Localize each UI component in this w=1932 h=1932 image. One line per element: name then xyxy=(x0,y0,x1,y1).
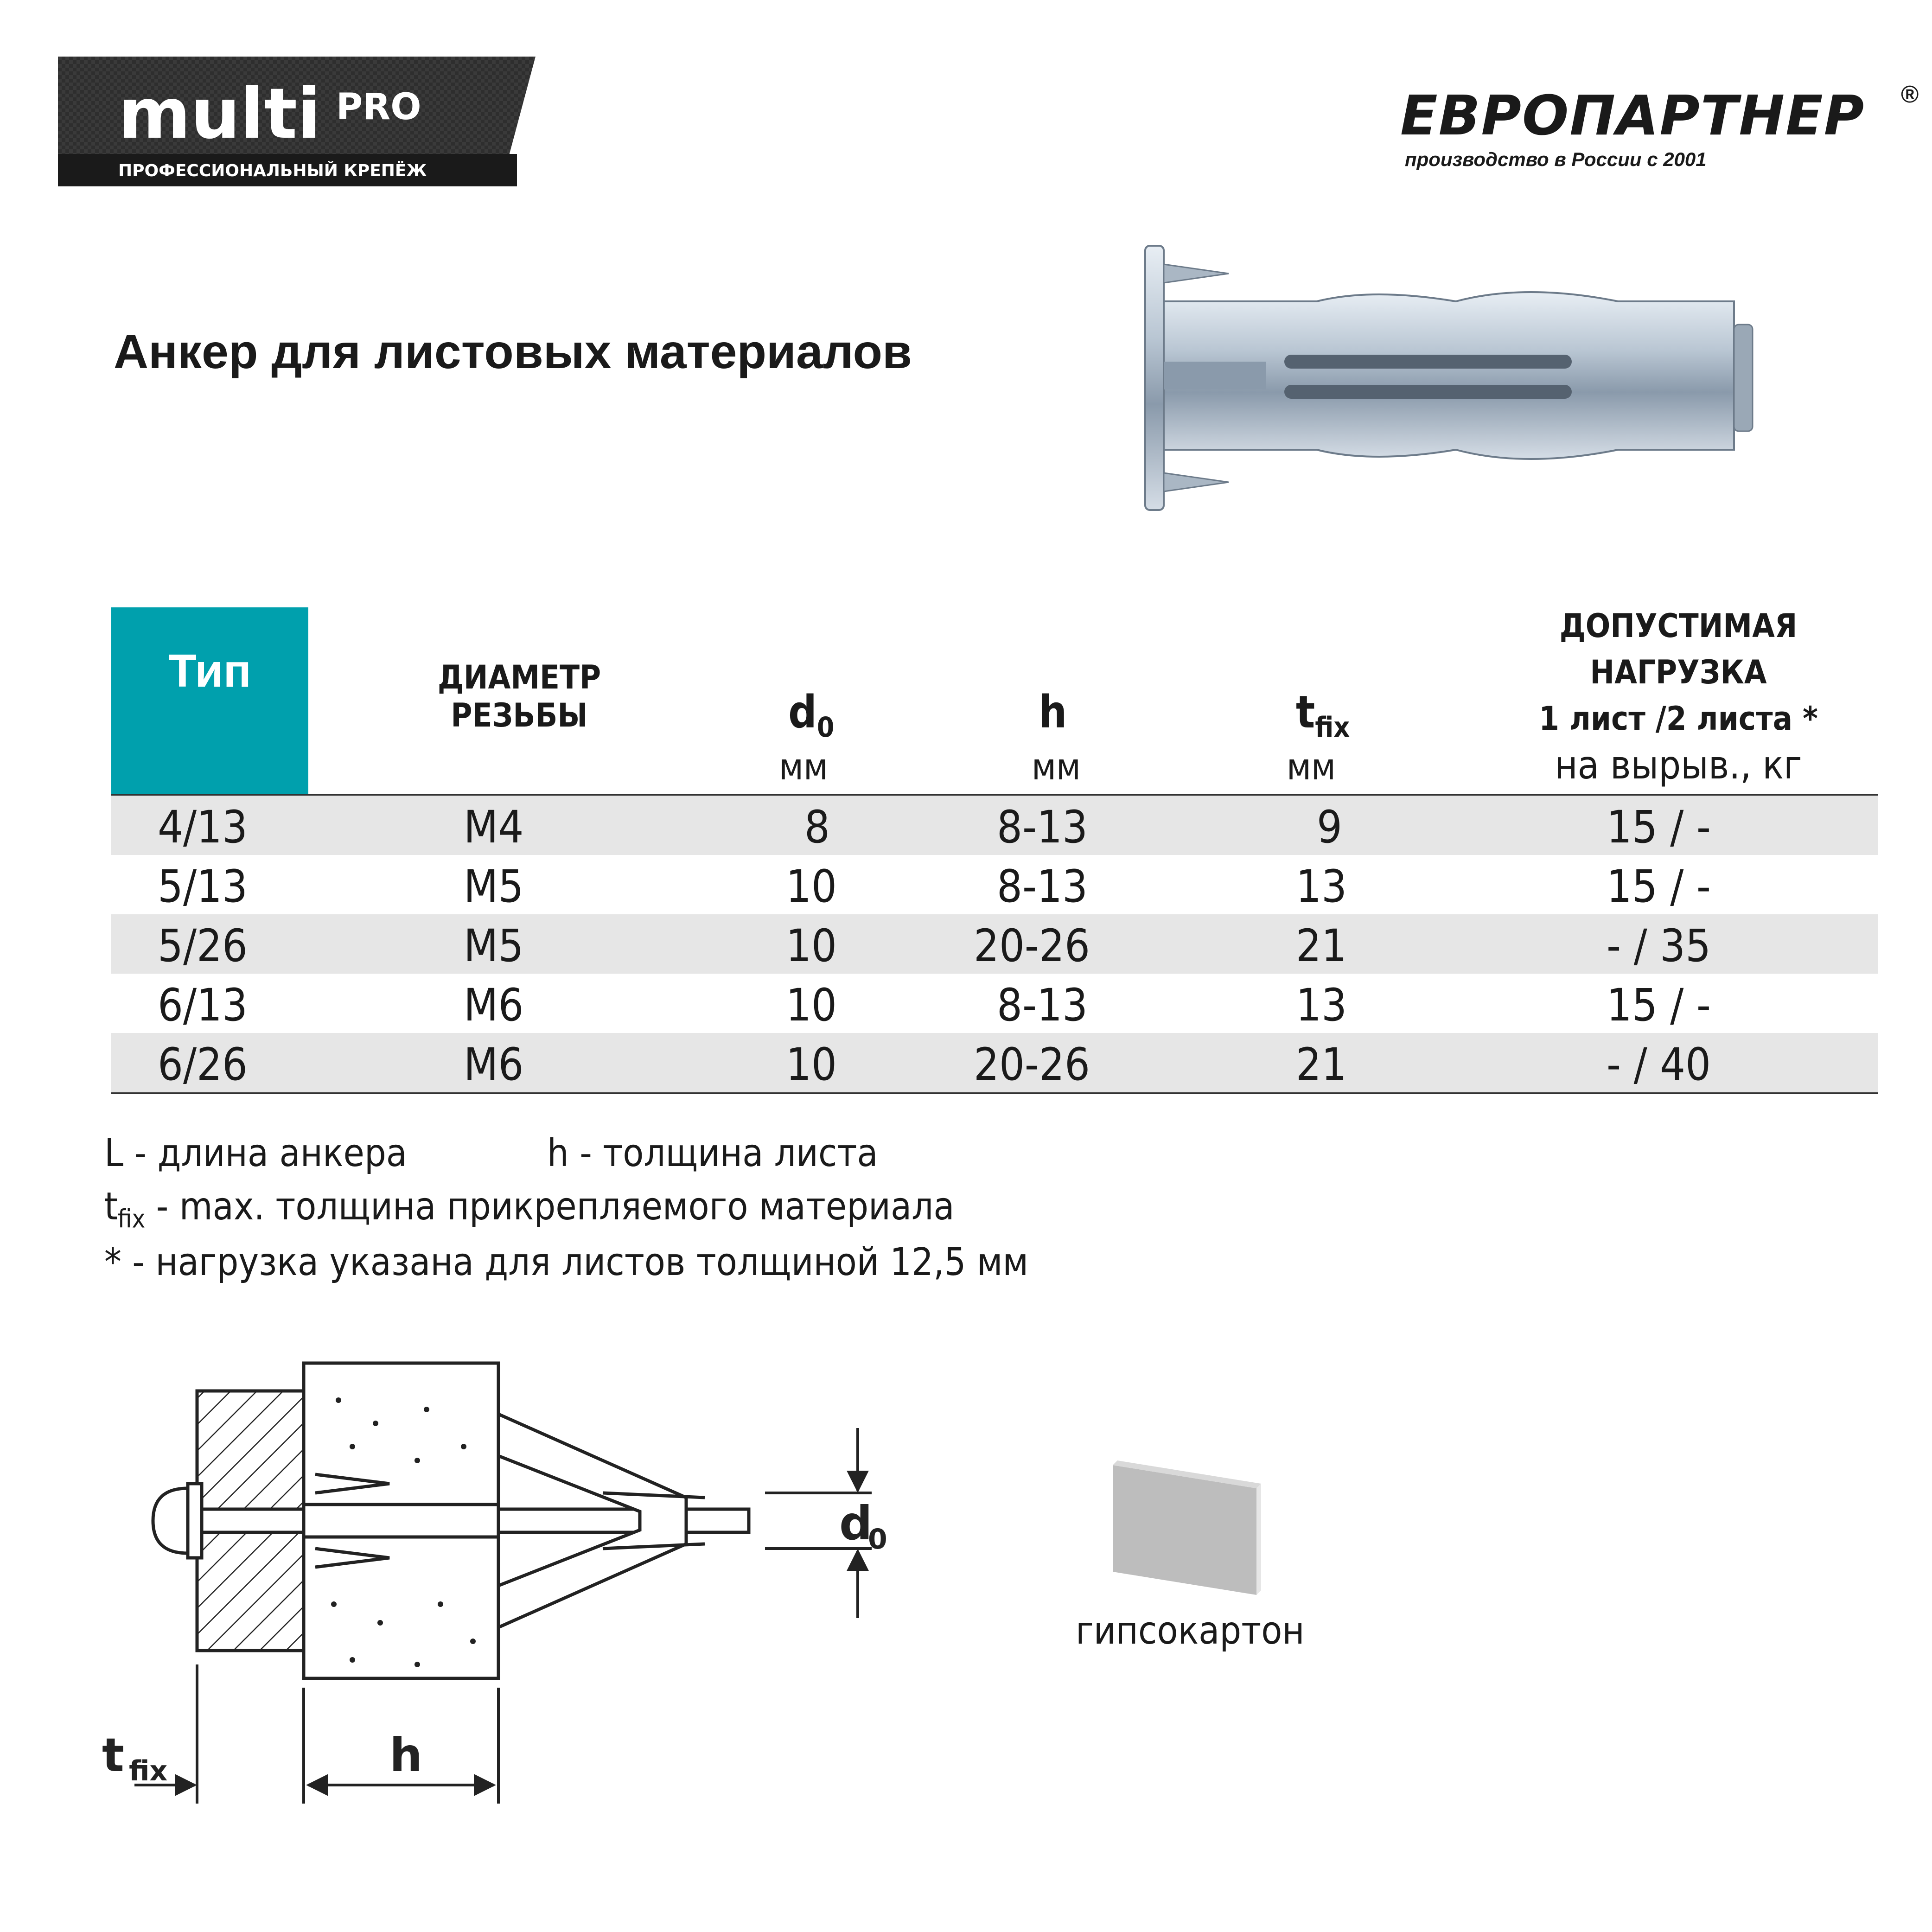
type-header-label: Тип xyxy=(168,645,252,697)
material-label: гипсокартон xyxy=(1076,1609,1305,1653)
note-h-definition: h - толщина листа xyxy=(547,1131,878,1175)
logo-tagline: ПРОФЕССИОНАЛЬНЫЙ КРЕПЁЖ xyxy=(118,161,427,180)
anchor-product-image xyxy=(1131,232,1780,529)
diagram-tfix-sub: fix xyxy=(129,1755,168,1787)
table-row: 5/26 M5 10 20-26 21 - / 35 xyxy=(111,914,1878,974)
europartner-name: ЕВРОПАРТНЕР xyxy=(1400,83,1865,147)
type-header-cell xyxy=(111,607,308,794)
installation-diagram xyxy=(93,1345,927,1817)
note-load-definition: * - нагрузка указана для листов толщиной 12,5 мм xyxy=(104,1240,1029,1284)
thread-header-line1: ДИАМЕТР xyxy=(437,658,601,696)
diagram-h-label: h xyxy=(389,1728,423,1782)
page-title: Анкер для листовых материалов xyxy=(114,325,912,379)
h-header: h xyxy=(1039,686,1067,738)
table-row: 6/13 M6 10 8-13 13 15 / - xyxy=(158,979,1711,1031)
diagram-tfix-label: t xyxy=(102,1728,124,1782)
thread-header-line2: РЕЗЬБЫ xyxy=(451,696,588,734)
europartner-logo xyxy=(1400,81,1919,176)
d0-header: $d_0$ xyxy=(788,686,835,744)
d0-unit: мм xyxy=(779,746,828,788)
tfix-unit: мм xyxy=(1287,746,1336,788)
gypsum-board-sample xyxy=(1108,1460,1266,1595)
tfix-header: $t_{fix}$ xyxy=(1296,686,1350,744)
thread-header xyxy=(427,658,612,734)
table-row: 4/13 M4 8 8-13 9 15 / - xyxy=(111,796,1878,855)
note-l-definition: L - длина анкера xyxy=(104,1131,407,1175)
diagram-d0-sub: 0 xyxy=(868,1523,887,1556)
table-row: 6/26 M6 10 20-26 21 - / 40 xyxy=(111,1033,1878,1092)
logo-pro-text: PRO xyxy=(336,86,421,128)
logo-multi-text: multi xyxy=(118,74,321,154)
note-tfix-definition: $t_{fix}$ - max. толщина прикрепляемого материала xyxy=(104,1185,955,1234)
load-header: ДОПУСТИМАЯ НАГРУЗКА 1 лист /2 листа * на вырыв., кг xyxy=(1539,607,1818,788)
diagram-d0-label: d xyxy=(839,1496,873,1550)
table-row: 5/13 M5 10 8-13 13 15 / - xyxy=(158,861,1711,912)
registered-mark: ® xyxy=(1901,81,1919,108)
table-bottom-divider xyxy=(111,1092,1878,1094)
europartner-subtitle: производство в России с 2001 xyxy=(1405,148,1707,170)
multi-pro-logo xyxy=(58,57,536,186)
h-unit: мм xyxy=(1032,746,1081,788)
